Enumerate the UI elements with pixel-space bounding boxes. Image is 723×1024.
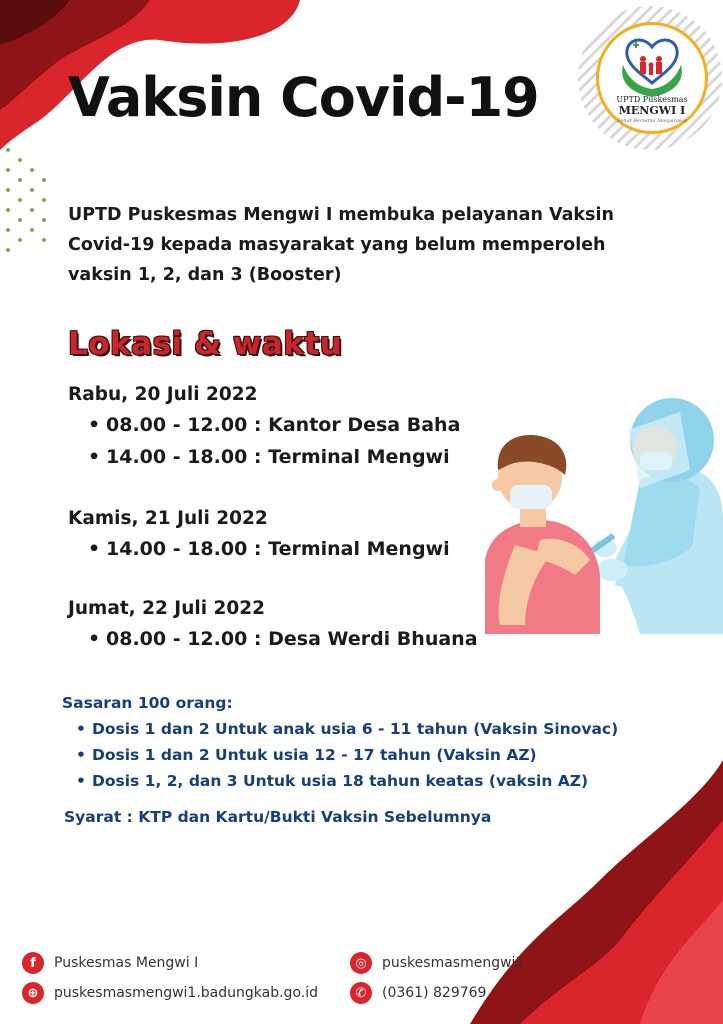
contact-text: puskesmasmengwi1.badungkab.go.id — [54, 985, 318, 1001]
schedule-slot: • 14.00 - 18.00 : Terminal Mengwi — [88, 446, 450, 468]
requirement-text: Syarat : KTP dan Kartu/Bukti Vaksin Sebelumnya — [64, 808, 492, 826]
location-heading: Lokasi & waktu — [68, 326, 343, 362]
schedule-slot: • 08.00 - 12.00 : Desa Werdi Bhuana — [88, 628, 478, 650]
target-item: • Dosis 1, 2, dan 3 Untuk usia 18 tahun keatas (vaksin AZ) — [76, 772, 589, 790]
contact-text: (0361) 829769 — [382, 985, 487, 1001]
intro-text: UPTD Puskesmas Mengwi I membuka pelayanan Vaksin Covid-19 kepada masyarakat yang belum memperoleh vaksin 1, 2, dan 3 (Booster) — [68, 205, 614, 285]
schedule-day: Kamis, 21 Juli 2022 — [68, 508, 268, 529]
logo-line1: UPTD Puskesmas — [616, 95, 688, 104]
contact-instagram[interactable] — [350, 952, 524, 974]
contact-text: Puskesmas Mengwi I — [54, 955, 199, 971]
vaccination-illustration — [485, 398, 723, 634]
logo-tagline: Sehat Bersama Masyarakat — [617, 118, 687, 124]
schedule-slot: • 14.00 - 18.00 : Terminal Mengwi — [88, 538, 450, 560]
schedule-day: Jumat, 22 Juli 2022 — [68, 598, 265, 619]
contact-phone[interactable] — [350, 982, 486, 1004]
logo-line2: MENGWI I — [618, 104, 686, 117]
phone-icon: ✆ — [350, 982, 372, 1004]
globe-icon: ⊕ — [22, 982, 44, 1004]
schedule-slot: • 08.00 - 12.00 : Kantor Desa Baha — [88, 414, 461, 436]
puskesmas-logo — [596, 22, 708, 134]
schedule-day: Rabu, 20 Juli 2022 — [68, 384, 258, 405]
contact-facebook[interactable] — [22, 952, 198, 974]
page-title: Vaksin Covid-19 — [68, 66, 539, 129]
facebook-icon: f — [22, 952, 44, 974]
contact-website[interactable] — [22, 982, 318, 1004]
target-item: • Dosis 1 dan 2 Untuk anak usia 6 - 11 tahun (Vaksin Sinovac) — [76, 720, 619, 738]
instagram-icon: ◎ — [350, 952, 372, 974]
target-heading: Sasaran 100 orang: — [62, 694, 233, 712]
target-item: • Dosis 1 dan 2 Untuk usia 12 - 17 tahun (Vaksin AZ) — [76, 746, 537, 764]
contact-text: puskesmasmengwi1 — [382, 955, 525, 971]
